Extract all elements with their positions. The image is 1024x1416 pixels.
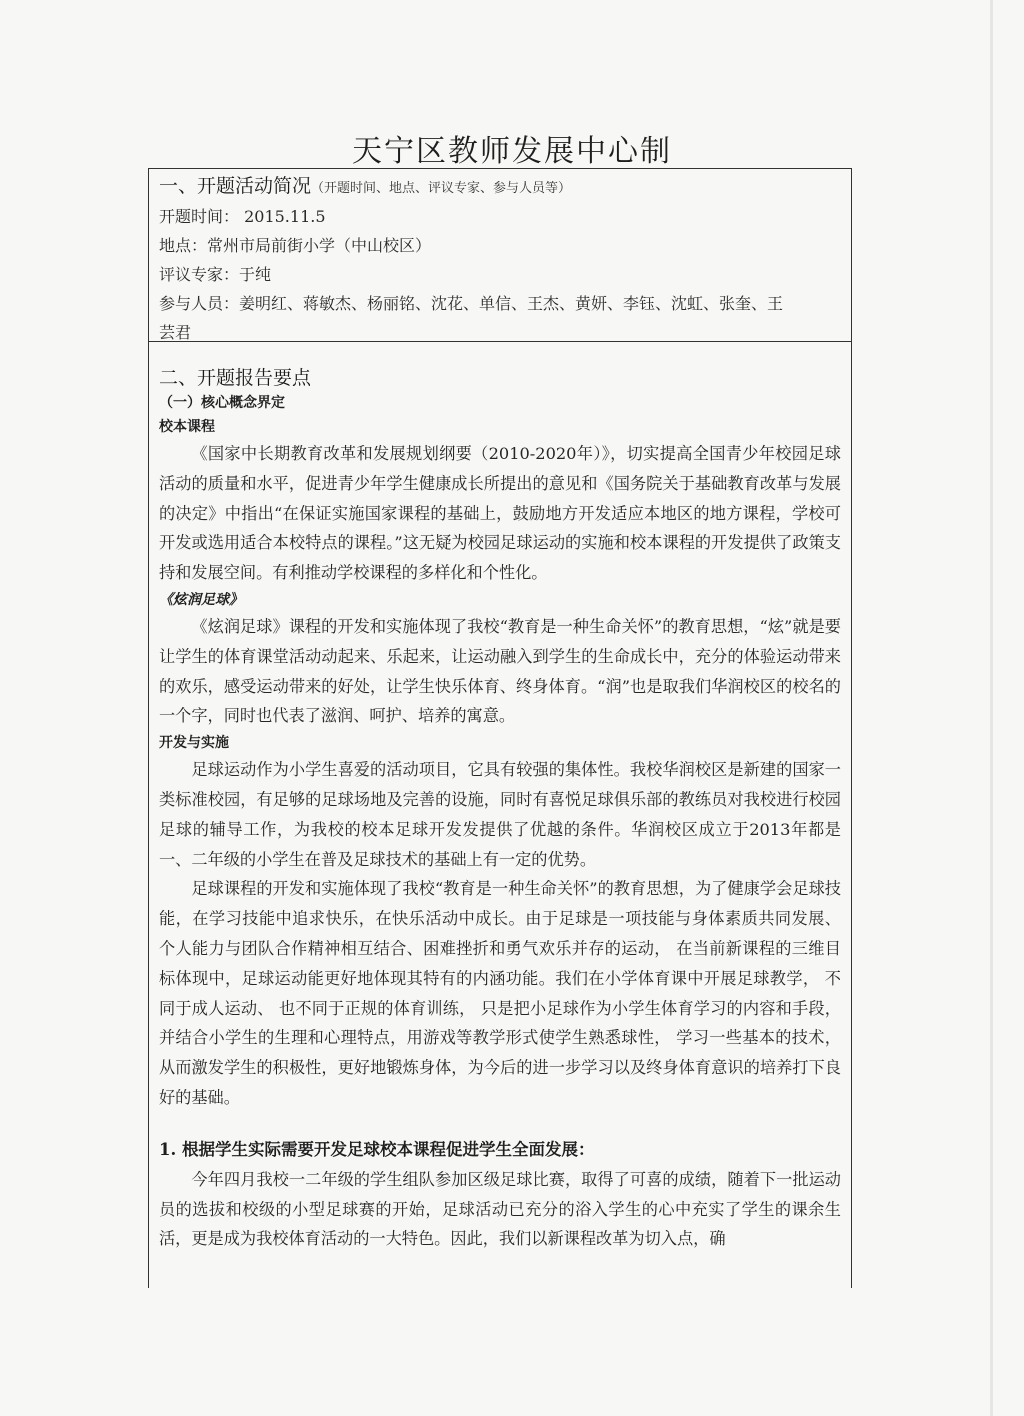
section2-heading: 二、开题报告要点	[159, 367, 312, 389]
report-table-frame	[148, 168, 852, 1288]
section1-heading-note: （开题时间、地点、评议专家、参与人员等）	[311, 181, 572, 196]
section-activity-overview	[159, 173, 841, 347]
paragraph-development-1: 足球运动作为小学生喜爱的活动项目，它具有较强的集体性。我校华润校区是新建的国家一类标准校园，有足够的足球场地及完善的设施，同时有喜悦足球俱乐部的教练员对我校进行校园足球的辅导工作，为我校的校本足球开发发提供了优越的条件。华润校区成立于2013年都是一、二年级的小学生在普及足球技术的基础上有一定的优势。	[159, 760, 841, 869]
term-xuanrun-football: 《炫润足球》	[159, 591, 243, 608]
core-concepts-subheading: （一）核心概念界定	[159, 395, 285, 411]
numbered-heading-1: 1. 根据学生实际需要开发足球校本课程促进学生全面发展：	[159, 1139, 595, 1159]
participants-continued: 芸君	[159, 323, 192, 342]
opening-place: 地点：常州市局前街小学（中山校区）	[159, 236, 432, 255]
section1-heading	[159, 173, 841, 202]
scan-edge-shadow	[990, 0, 993, 1416]
paragraph-xuanrun-football: 《炫润足球》课程的开发和实施体现了我校“教育是一种生命关怀”的教育思想，“炫”就是要让学生的体育课堂活动动起来、乐起来，让运动融入到学生的生命成长中，充分的体验运动带来的欢乐，感受运动带来的好处，让学生快乐体育、终身体育。“润”也是取我们华润校区的校名的一个字，同时也代表了滋润、呵护、培养的寓意。	[159, 616, 841, 726]
page-title: 天宁区教师发展中心制	[352, 134, 672, 169]
section-report-points	[159, 365, 841, 1254]
term-school-curriculum: 校本课程	[159, 419, 215, 435]
section1-heading-text: 一、开题活动简况	[159, 175, 312, 197]
paragraph-school-curriculum: 《国家中长期教育改革和发展规划纲要（2010-2020年）》，切实提高全国青少年校园足球活动的质量和水平，促进青少年学生健康成长所提出的意见和《国务院关于基础教育改革与发展的决定》中指出“在保证实施国家课程的基础上，鼓励地方开发适应本地区的地方课程，学校可开发或选用适合本校特点的课程。”这无疑为校园足球运动的实施和校本课程的开发提供了政策支持和发展空间。有利推动学校课程的多样化和个性化。	[159, 444, 841, 583]
participants: 参与人员：姜明红、蒋敏杰、杨丽铭、沈花、单信、王杰、黄妍、李钰、沈虹、张奎、王	[159, 294, 784, 313]
paragraph-development-2: 足球课程的开发和实施体现了我校“教育是一种生命关怀”的教育思想，为了健康学会足球技能，在学习技能中追求快乐，在快乐活动中成长。由于足球是一项技能与身体素质共同发展、 个人能力与团队合作精神相互结合、困难挫折和勇气欢乐并存的运动， 在当前新课程的三维目标体现中，足球运动能更好地体现其特有的内涵功能。我们在小学体育课中开展足球教学， 不同于成人运动、 也不同于正规的体育训练， 只是把小足球作为小学生体育学习的内容和手段，并结合小学生的生理和心理特点，用游戏等教学形式使学生熟悉球性， 学习一些基本的技术，从而激发学生的积极性，更好地锻炼身体，为今后的进一步学习以及终身体育意识的培养打下良好的基础。	[159, 879, 841, 1107]
opening-time: 开题时间： 2015.11.5	[159, 207, 326, 226]
review-experts: 评议专家：于纯	[159, 265, 272, 284]
section-divider	[149, 341, 851, 342]
term-development-implementation: 开发与实施	[159, 735, 229, 752]
paragraph-numbered-1: 今年四月我校一二年级的学生组队参加区级足球比赛，取得了可喜的成绩，随着下一批运动员的选拔和校级的小型足球赛的开始，足球活动已充分的浴入学生的心中充实了学生的课余生活，更是成为我校体育活动的一大特色。因此，我们以新课程改革为切入点，确	[159, 1169, 841, 1249]
